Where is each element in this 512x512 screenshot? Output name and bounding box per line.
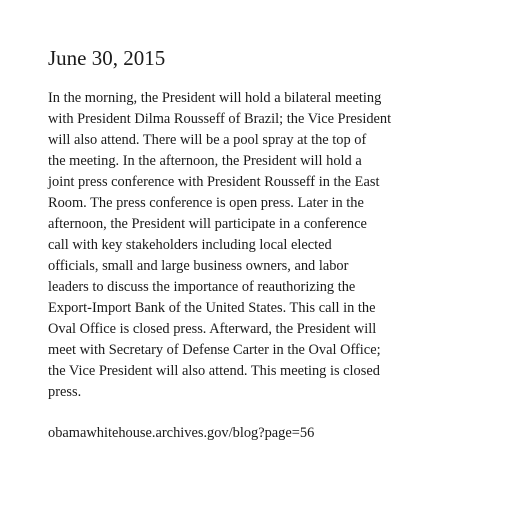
body-line: the meeting. In the afternoon, the President will hold a bbox=[48, 153, 362, 169]
body-line: Export-Import Bank of the United States. This call in the bbox=[48, 300, 376, 316]
document-date: June 30, 2015 bbox=[48, 46, 166, 70]
document-body bbox=[48, 88, 428, 403]
body-line: Oval Office is closed press. Afterward, the President will bbox=[48, 321, 377, 337]
body-line: meet with Secretary of Defense Carter in the Oval Office; bbox=[48, 342, 381, 358]
source-url: obamawhitehouse.archives.gov/blog?page=56 bbox=[48, 425, 315, 441]
body-line: press. bbox=[48, 384, 82, 400]
body-line: call with key stakeholders including local elected bbox=[48, 237, 332, 253]
body-line: with President Dilma Rousseff of Brazil; the Vice President bbox=[48, 111, 392, 127]
body-line: afternoon, the President will participate in a conference bbox=[48, 216, 367, 232]
body-line: will also attend. There will be a pool spray at the top of bbox=[48, 132, 367, 148]
body-line: joint press conference with President Rousseff in the East bbox=[48, 174, 380, 190]
body-line: the Vice President will also attend. This meeting is closed bbox=[48, 363, 380, 379]
body-line: Room. The press conference is open press. Later in the bbox=[48, 195, 364, 211]
body-line: leaders to discuss the importance of reauthorizing the bbox=[48, 279, 356, 295]
body-line: officials, small and large business owners, and labor bbox=[48, 258, 349, 274]
body-line: In the morning, the President will hold a bilateral meeting bbox=[48, 90, 382, 106]
